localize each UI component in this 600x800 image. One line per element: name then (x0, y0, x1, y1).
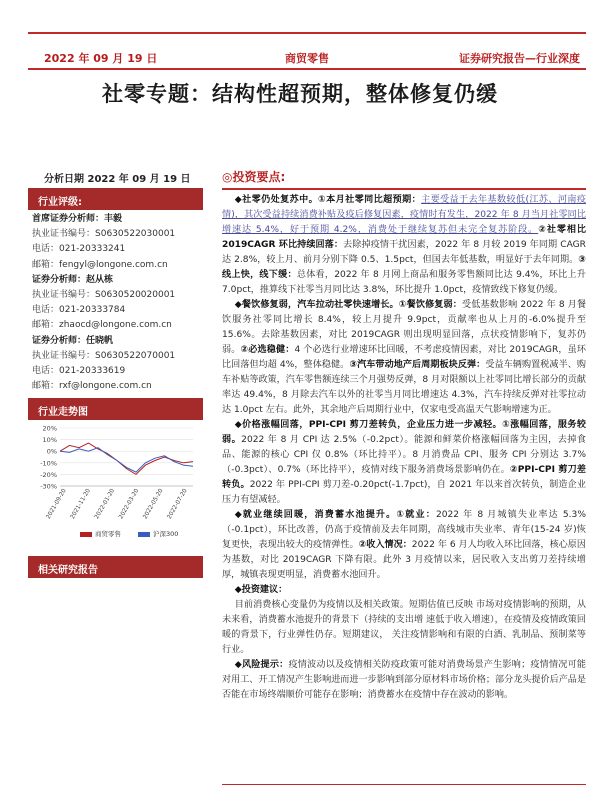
analyst-phone: 电话：021-20333784 (32, 305, 126, 316)
x-tick-label: 2022-07-20 (166, 488, 189, 521)
legend-label: 沪深300 (153, 530, 179, 538)
trend-heading: 行业走势图 (28, 398, 203, 420)
related-reports-heading: 相关研究报告 (28, 556, 203, 578)
analyst-phone: 电话：021-20333619 (32, 366, 126, 377)
header-rule (28, 68, 586, 70)
legend-label: 商贸零售 (95, 530, 121, 538)
report-title: 社零专题：结构性超预期，整体修复仍缓 (102, 81, 498, 106)
analysis-date: 分析日期 2022 年 09 月 19 日 (44, 174, 191, 185)
y-tick-label: -30% (40, 482, 57, 491)
paragraph-invest-head: ◆投资建议： (234, 585, 288, 595)
x-tick-label: 2021-09-20 (45, 488, 68, 521)
analyst-list (32, 212, 207, 394)
analyst-name: 证券分析师：任晓帆 (32, 335, 114, 346)
paragraph-invest: 目前消费核心变量仍为疫情以及相关政策。短期估值已反映 市场对疫情影响的预期，从未来看，消费蓄水池提升的背景下（持续的支出增 速低于收入增速），在疫情及疫情政策回暖的背景下，行业弹性仍存。短期建议， 关注疫情影响和有限的白酒、乳制品、预制菜等行业。 (222, 600, 586, 655)
report-sector: 商贸零售 (285, 52, 329, 65)
paragraph-retail-recovery: ◆社零仍处复苏中。①本月社零同比超预期：主要受益于去年基数较低(江苏、河南疫情)，其次受益持续消费补贴及疫后修复因素，疫情时有发生，2022 年 8 月当月社零同比增速达 5.4%，好于预期 4.2%，消费处于继续复苏但未完全复苏阶段。②社零相比 2019CAGR 环比持续回落：去除掉疫情干扰因素，2022 年 8 月较 2019 年同期 CAGR 达 2.8%，较上月、前月分别下降 0.5、1.5pct，但国去年低基数，明显好于去年同期。③线上快，线下缓：总体看，2022 年 8 月网上商品和服务零售额同比达 9.4%，环比上升 7.0pct，推算线下社零当月同比达 3.8%，环比提升 1.0pct，疫情致线下修复仍缓。 (222, 195, 586, 295)
y-tick-label: 10% (42, 436, 57, 445)
x-tick-label: 2021-11-20 (69, 488, 92, 521)
footer-rule (222, 784, 586, 785)
paragraph-catering-auto: ◆餐饮修复弱，汽车拉动社零快速增长。①餐饮修复弱：受低基数影响 2022 年 8 月餐饮服务社零同比增长 8.4%，较上月提升 9.9pct，贡献率也从上月的-6.0%提升至 15.6%。去除基数因素，对比 2019CAGR 则出现明显回落，点状疫情影响下，复苏仍弱。②必选稳健：4 个必选行业增速环比回暖，不考虑疫情因素，对比 2019CAGR，虽环比回落但均超 4%，整体稳健。③汽车带动地产后周期板块反弹：受益车辆购置税减半、购车补贴等政策，汽车零售额连续三个月强势反弹，8 月对限额以上社零同比增长部分的贡献率达 49.4%，8 月除去汽车以外的社零当月同比增速达 4.3%，汽车持续反弹对社零拉动达 1.0pct 左右。此外，其余地产后周期行业中，仅家电受高温天气影响增速为正。 (222, 300, 586, 415)
analyst-name: 证券分析师：赵从栋 (32, 274, 114, 285)
x-tick-label: 2022-05-20 (142, 488, 165, 521)
paragraph-price: ◆价格涨幅回落，PPI-CPI 剪刀差转负，企业压力进一步减轻。①涨幅回落，服务较弱。2022 年 8 月 CPI 达 2.5%（-0.2pct）。能源和鲜菜价格涨幅回落为主因，去掉食品、能源的核心 CPI 仅 0.8%（环比持平）。8 月消费品 CPI、服务 CPI 分别达 3.7%（-0.3pct）、0.7%（环比持平），疫情对线下服务消费场景影响仍在。②PPI-CPI 剪刀差转负。2022 年 PPI-CPI 剪刀差-0.20pct(-1.7pct)，自 2021 年以来首次转负，制造企业压力有望减轻。 (222, 420, 586, 505)
analyst-cert: 执业证书编号：S0630520020001 (32, 290, 176, 301)
y-tick-label: -10% (40, 459, 57, 468)
analyst-email[interactable]: 邮箱：rxf@longone.com.cn (32, 381, 152, 392)
series-line-retail (60, 443, 193, 474)
analyst-email[interactable]: 邮箱：fengyl@longone.com.cn (32, 259, 168, 270)
analyst-phone: 电话：021-20333241 (32, 244, 126, 255)
legend-swatch (80, 532, 92, 537)
x-tick-label: 2022-03-20 (118, 488, 141, 521)
y-tick-label: -20% (40, 470, 57, 479)
x-tick-label: 2022-01-20 (94, 488, 117, 521)
rating-heading: 行业评级: (28, 188, 203, 210)
analyst-cert: 执业证书编号：S0630522070001 (32, 350, 176, 361)
key-points-rule (222, 188, 586, 190)
industry-trend-chart (28, 420, 203, 545)
analyst-email[interactable]: 邮箱：zhaocd@longone.com.cn (32, 320, 172, 331)
report-header (28, 48, 586, 66)
analyst-block (32, 334, 207, 395)
analyst-block (32, 212, 207, 273)
report-date: 2022 年 09 月 19 日 (44, 52, 158, 65)
report-doctype: 证券研究报告—行业深度 (459, 52, 580, 65)
analyst-cert: 执业证书编号：S0630522030001 (32, 229, 176, 240)
key-points-body (222, 193, 586, 703)
paragraph-employment: ◆就业继续回暖，消费蓄水池提升。①就业：2022 年 8 月城镇失业率达 5.3%（-0.1pct），环比改善，仍高于疫情前及去年同期，高线城市失业率、青年(15-24 岁)恢复更快，表现出较大的疫情弹性。②收入情况：2022 年 6 月人均收入环比回落，核心原因为基数，对比 2019CAGR 下降有限。此外 3 月疫情以来，居民收入支出剪刀差持续增厚，城镇表现更明显，消费蓄水池回升。 (222, 510, 586, 580)
key-points-heading: ◎投资要点: (222, 170, 286, 184)
analyst-block (32, 273, 207, 334)
y-tick-label: 0% (46, 447, 57, 456)
y-tick-label: 20% (42, 424, 57, 433)
top-rule (28, 32, 586, 34)
legend-swatch (138, 532, 150, 537)
paragraph-risk: ◆风险提示：疫情波动以及疫情相关防疫政策可能对消费场景产生影响；疫情情况可能对用工、开工情况产生影响进而进一步影响到部分原材料市场价格；部分龙头提价后产品是否能在市场终端顺价可能存在影响；消费蓄水在疫情中存在波动的影响。 (222, 660, 586, 700)
analyst-name: 首席证券分析师：丰毅 (32, 214, 123, 224)
